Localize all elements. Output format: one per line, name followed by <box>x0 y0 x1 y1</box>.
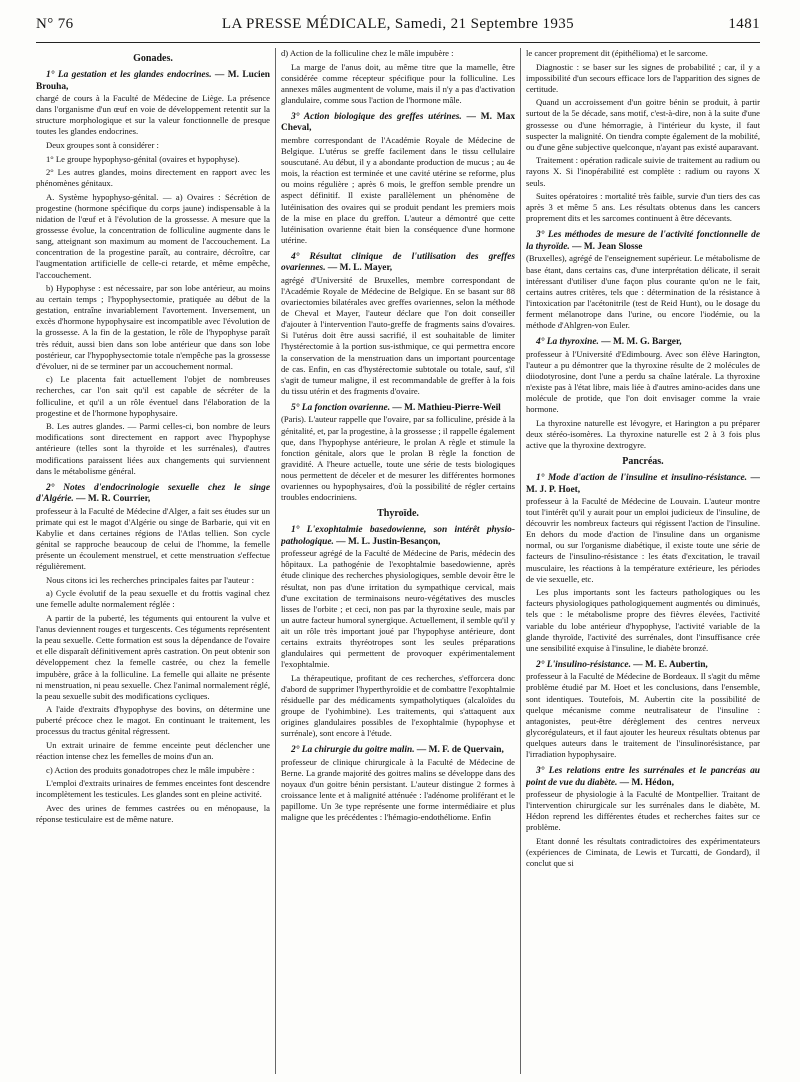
article-title: 5° La fonction ovarienne. — <box>291 402 402 413</box>
article-title: 1° La gestation et les glandes endocrines. — <box>46 70 225 81</box>
article-author: M. J. P. Hoet, <box>526 484 581 495</box>
section-heading-thyroide: Thyroïde. <box>377 508 419 520</box>
paragraph: L'emploi d'extraits urinaires de femmes enceintes font descendre incomplètement les testicules. Les glandes sont en pleine activité. <box>36 778 270 800</box>
paragraph: B. Les autres glandes. — Parmi celles-ci, bon nombre de leurs modifications sont directement en rapport avec l'hypophyse antérieure (telles sont la thyroïde et les surrénales), d'autres modifications paraissent liées aux changements qui surviennent dans le métabolisme général. <box>36 421 270 476</box>
paragraph: Avec des urines de femmes castrées ou en ménopause, la réponse testiculaire est de même nature. <box>36 803 270 825</box>
paragraph: (Paris). L'auteur rappelle que l'ovaire, par sa folliculine, préside à la génitalité, et, par la progestine, à la grossesse ; il rappelle également que, dans l'hypophyse antérieure, le prolan A règle et stimule la fonction génitale, alors que le prolan B règle la fonction de gravidité. A l'heure actuelle, toute une série de tests biologiques nous permettent de déceler et de mesurer les différentes hormones ovariennes ou hypophysaires, d'où la possibilité de régler certains troubles endocriniens. <box>281 414 515 503</box>
article-title: 3° Action biologique des greffes utérines. — <box>291 111 476 122</box>
article-heading <box>526 473 760 496</box>
article-title: 4° La thyroxine. — <box>536 337 611 348</box>
page-number: 1481 <box>728 16 760 32</box>
article-heading <box>281 252 515 275</box>
paragraph: Quand un accroissement d'un goitre bénin se produit, à partir surtout de la 5e décade, sans motif, c'est-à-dire, non à la suite d'une grossesse ou d'une hémorragie, à l'intérieur du kyste, il faut suspecter la malignité. On tiendra compte également de la mobilité, ou d'une gêne subjective quelconque, n'ayant pas existé auparavant. <box>526 97 760 152</box>
article-heading <box>36 483 270 506</box>
article-title: 1° Mode d'action de l'insuline et insulino-résistance. — <box>536 473 760 483</box>
column-2 <box>281 48 515 1074</box>
article-heading <box>281 745 515 757</box>
header-rule <box>36 42 760 43</box>
article-author: M. Mathieu-Pierre-Weil <box>404 402 501 413</box>
paragraph: agrégé d'Université de Bruxelles, membre correspondant de l'Académie Royale de Médecine de Belgique. En se basant sur 88 ovariectomies bilatérales avec greffes ovariennes, selon la méthode de Cheval et Mayer, l'auteur déclare que l'on doit conseiller d'ajouter à l'intervention l'auto-greffe de fragments sains d'ovaires. Si l'utérus doit être aussi sacrifié, il est souhaitable de limiter l'hystérectomie à la portion sus-isthmique, ce qui permettra encore la conservation de la menstruation dans un important pourcentage de cas. Enfin, en cas d'hystérectomie subtotale ou totale, sauf, s'il s'agit de tumeur maligne, il est recommandable de greffer à la fois du tissu utérin et des fragments d'ovaire. <box>281 274 515 396</box>
issue-number: N° 76 <box>36 16 74 32</box>
paragraph: chargé de cours à la Faculté de Médecine de Liège. La présence dans l'organisme d'un œuf en voie de développement retentit sur la structure morphologique et sur la valeur fonctionnelle de presque toutes les glandes endocrines. <box>36 93 270 137</box>
article-heading <box>36 70 270 93</box>
paragraph: Suites opératoires : mortalité très faible, survie d'un tiers des cas après 3 et même 5 ans. Les résultats obtenus dans les cancers proprement dits et les sarcomes continuent à être décevants. <box>526 191 760 224</box>
article-heading <box>281 403 515 415</box>
paragraph: Les plus importants sont les facteurs pathologiques ou les facteurs physiologiques pathologiquement augmentés ou diminués, tels que : le métabolisme propre des fièvres élevées, l'activité variable du lobe antérieur d'hypophyse, l'activité variable de la glande thyroïde, l'activité des surrénales, dont l'insuffisance crée une sensibilité exquise à l'insuline, le diabète bronzé. <box>526 587 760 653</box>
paragraph: professeur à l'Université d'Edimbourg. Avec son élève Harington, l'auteur a pu démontrer que la thyroxine résulte de 2 molécules de diiodotyrosine, dont l'une a perdu sa chaîne latérale. La thyroxine n'existe pas à l'état libre, mais liée à d'autres amino-acides dans une molécule de protide, que l'on doit envisager comme la vraie hormone. <box>526 348 760 415</box>
paragraph: a) Cycle évolutif de la peau sexuelle et du frottis vaginal chez une femelle adulte normalement réglée : <box>36 588 270 610</box>
paragraph: d) Action de la folliculine chez le mâle impubère : <box>281 48 454 58</box>
paragraph: Traitement : opération radicale suivie de traitement au radium ou rayons X. Si l'inopérabilité est complète : radium ou rayons X seuls. <box>526 155 760 188</box>
paragraph: A l'aide d'extraits d'hypophyse des bovins, on détermine une puberté précoce chez le magot. En continuant le traitement, les processus du tractus génital régressent. <box>36 704 270 737</box>
paragraph: A. Système hypophyso-génital. — a) Ovaires : Sécrétion de progestine (hormone spécifique du corps jaune) indispensable à la nidation de l'œuf et à l'évolution de la grossesse. A mesure que la grossesse évolue, la concentration de folliculine augmente dans le sang, atteignant son maximum au moment de l'accouchement. La concentration de la progestine paraît, au contraire, décroître, car l'augmentation artificielle de celle-ci retarde, et même empêche, l'accouchement. <box>36 191 270 280</box>
paragraph: membre correspondant de l'Académie Royale de Médecine de Belgique. L'utérus se greffe facilement dans le tissu cellulaire souscutané. Au début, il y a abondante production de mucus ; au 4e mois, la réaction est terminée et une cavité utérine se reforme, plus ou moins régulière ; après 6 mois, le greffon semble prendre un aspect définitif. Il existe parallèlement un phénomène de lutéinisation des ovaires qui se produit pendant les premiers mois de la mise en place du greffon. L'auteur a démontré que cette lutéinisation ovarienne était bien la conséquence d'une hormone utérine. <box>281 134 515 245</box>
paragraph: Etant donné les résultats contradictoires des expérimentateurs (expériences de Ciminata, de Lewis et Turcatti, de Gondard), il conclut que si <box>526 835 760 869</box>
paragraph: b) Hypophyse : est nécessaire, par son lobe antérieur, au moins au certain temps ; l'hypophysectomie, pratiquée au début de la gestation, entraîne invariablement l'avortement. Inversement, un excès d'hormone hypophysaire est incompatible avec l'évolution de la grossesse. A la fin de la gestation, le rôle de l'hypophyse paraît très réduit, aussi bien dans son lobe antérieur que dans son lobe postérieur, car l'hypophysectomie totale n'empêche pas la grossesse d'évoluer, ni de se terminer par un accouchement normal. <box>36 283 270 371</box>
paragraph: c) Le placenta fait actuellement l'objet de nombreuses recherches, car l'on sait qu'il est capable de sécréter de la folliculine, et qu'il a un rôle éventuel dans l'élaboration de la progestine et de l'hormone hypophysaire. <box>36 374 270 418</box>
paragraph: La thérapeutique, profitant de ces recherches, s'efforcera donc d'abord de supprimer l'hyperthyroïdie et de combattre l'exophtalmie résiduelle par des médicaments sympatholytiques (alcaloïdes du groupe de l'yohimbine). Les traitements, qui s'attaquent aux origines glandulaires possibles de l'exophtalmie (hypophyse et surrénale), sont encore à l'étude. <box>281 672 515 739</box>
paragraph: Deux groupes sont à considérer : <box>46 139 159 150</box>
paragraph: La thyroxine naturelle est lévogyre, et Harington a pu préparer deux stéréo-isomères. La thyroxine naturelle est 2 à 3 fois plus active que la thyroxine dextrogyre. <box>526 417 760 450</box>
paragraph: professeur de physiologie à la Faculté de Montpellier. Traitant de l'intervention chirurgicale sur les surrénales dans le diabète, M. Hédon reprend les différentes études et recherches faites sur ce problème. <box>526 789 760 833</box>
article-author: M. E. Aubertin, <box>644 659 708 670</box>
article-author: M. Jean Slosse <box>583 241 643 252</box>
article-heading <box>526 230 760 253</box>
article-author: M. Lucien Brouha, <box>36 70 270 92</box>
article-author: M. F. de Quervain, <box>428 745 504 756</box>
article-heading <box>526 766 760 789</box>
paragraph: professeur à la Faculté de Médecine de Bordeaux. Il s'agit du même problème étudié par M. Hoet et les conclusions, dans l'ensemble, sont identiques. Toutefois, M. Aubertin cite la possibilité de quelque mécanisme comme neutralisateur de l'insuline : antagonistes, peut-être dérèglement des centres nerveux glycorégulateurs, et il faut ajouter les heureux résultats obtenus par quelques auteurs dans le traitement de l'insulinorésistance, par l'irradiation hypophysaire. <box>526 671 760 759</box>
article-title: 1° L'exophtalmie basedowienne, son intérêt physio-pathologique. — <box>281 525 515 547</box>
article-body <box>36 48 760 1074</box>
paragraph: le cancer proprement dit (épithélioma) et le sarcome. <box>526 48 708 58</box>
paragraph: professeur à la Faculté de Médecine d'Alger, a fait ses études sur un primate qui est le magot d'Algérie ou singe de Barbarie, qui vit en Kabylie et dans certaines régions de l'Atlas tellien. Son cycle génital se rapproche beaucoup de celui de l'homme, la femelle présente un écoulement menstruel, et cette menstruation s'effectue régulièrement. <box>36 505 270 572</box>
paragraph: 2° Les autres glandes, moins directement en rapport avec les phénomènes génitaux. <box>36 167 270 189</box>
column-divider <box>275 48 276 1074</box>
paragraph: professeur de clinique chirurgicale à la Faculté de Médecine de Berne. La grande majorité des goitres malins se développe dans des noyaux d'un goitre bénin persistant. L'auteur distingue 2 formes à croissance lente et à malignité atténuée : l'adénome proliférant et le papillome. Un 3e type représente une forme intermédiaire et plus maligne que les précédentes : l'hémagio-endothéliome. Enfin <box>281 756 515 823</box>
article-title: 4° Résultat clinique de l'utilisation des greffes ovariennes. — <box>281 251 515 274</box>
paragraph: (Bruxelles), agrégé de l'enseignement supérieur. Le métabolisme de base étant, dans certains cas, d'une interprétation délicate, il serait intéressant d'utiliser d'une façon plus courante qu'on ne le fait, certains autres critères, tels que : détermination de la résistance à l'intoxication par l'acétonitrile (test de Reid Hunt), ou le dosage du ferment mélanotrope dans l'urine, ou encore l'iodémie, ou la méthode d'Ahlgren-von Euler. <box>526 253 760 330</box>
article-author: M. M. G. Barger, <box>612 337 682 348</box>
paragraph: Nous citons ici les recherches principales faites par l'auteur : <box>46 574 254 585</box>
column-divider <box>520 48 521 1074</box>
article-heading <box>526 337 760 349</box>
article-author: M. Max Cheval, <box>281 111 515 134</box>
article-heading <box>281 112 515 135</box>
paragraph: professeur agrégé de la Faculté de Médecine de Paris, médecin des hôpitaux. La pathogénie de l'exophtalmie basedowienne, après étude clinique des recherches physiologiques, semble devoir être le résultat, non pas d'une irritation du sympathique cervical, mais d'une excitation de terminaisons neuro-végétatives des muscles lisses de l'orbite ; et ceci, non pas par la thyroxine seule, mais par un autre facteur humoral synergique. Actuellement, il semble qu'il y ait un rôle très important joué par l'hypophyse antérieure, dont certains extraits thyréotropes sont les seules préparations glandulaires qui permettent de provoquer expérimentalement l'exophtalmie. <box>281 548 515 670</box>
article-title: 2° Notes d'endocrinologie sexuelle chez le singe d'Algérie. — <box>36 482 270 505</box>
article-title: 3° Les relations entre les surrénales et le pancréas au point de vue du diabète. — <box>526 766 760 788</box>
paragraph: 1° Le groupe hypophyso-génital (ovaires et hypophyse). <box>46 153 240 164</box>
article-author: M. L. Justin-Besançon, <box>347 536 441 547</box>
article-title: 3° Les méthodes de mesure de l'activité fonctionnelle de la thyroïde. — <box>526 230 760 252</box>
article-title: 2° L'insulino-résistance. — <box>536 659 643 670</box>
article-title: 2° La chirurgie du goitre malin. — <box>291 745 427 756</box>
paragraph: Un extrait urinaire de femme enceinte peut déclencher une réaction intense chez les femelles de moins d'un an. <box>36 740 270 762</box>
paragraph: La marge de l'anus doit, au même titre que la mamelle, être considérée comme récepteur spécifique pour la folliculine. Les annexes mâles augmentent de volume, mais il n'y a pas d'activation glandulaire, comme sous l'action de l'hormone mâle. <box>281 61 515 105</box>
journal-title: LA PRESSE MÉDICALE, Samedi, 21 Septembre 1935 <box>221 16 575 32</box>
section-heading-gonades: Gonades. <box>133 53 173 64</box>
article-heading <box>281 525 515 548</box>
paragraph: A partir de la puberté, les téguments qui entourent la vulve et l'anus deviennent rouges et turgescents. Ces téguments représentent la peau sexuelle. Cette formation est sous la dépendance de l'ovaire et elle disparaît définitivement après castration. On peut obtenir son développement chez la femelle castrée, ou chez la femelle impubère, grâce à la folliculine. La femelle qui allaite ne présente ni menstruation, ni peau sexuelle. Chez l'animal normalement réglé, la peau sexuelle subit des modifications cycliques. <box>36 613 270 701</box>
article-author: M. L. Mayer, <box>339 263 393 274</box>
paragraph: Diagnostic : se baser sur les signes de probabilité ; car, il y a impossibilité d'un secours efficace lors de l'apparition des signes de certitude. <box>526 61 760 94</box>
paragraph: professeur à la Faculté de Médecine de Louvain. L'auteur montre tout l'intérêt qu'il y aurait pour un emploi judicieux de l'insuline, de découvrir les nombreux facteurs qui régissent l'action de l'insuline. En dehors du mode d'action de l'insuline dans un organisme normal, ou sur l'organisme diabétique, il existe toute une série de facteurs de l'insulino-résistance : les états d'excitation, le travail musculaire, les réactions à la température extérieure, les périodes de vie sexuelle, etc. <box>526 496 760 584</box>
article-heading <box>526 660 760 672</box>
paragraph: c) Action des produits gonadotropes chez le mâle impubère : <box>46 764 255 775</box>
running-header <box>36 14 760 40</box>
article-author: M. R. Courrier, <box>87 494 151 505</box>
column-1 <box>36 48 270 1074</box>
section-heading-pancreas: Pancréas. <box>622 455 664 467</box>
column-3 <box>526 48 760 1074</box>
article-author: M. Hédon, <box>631 777 674 788</box>
